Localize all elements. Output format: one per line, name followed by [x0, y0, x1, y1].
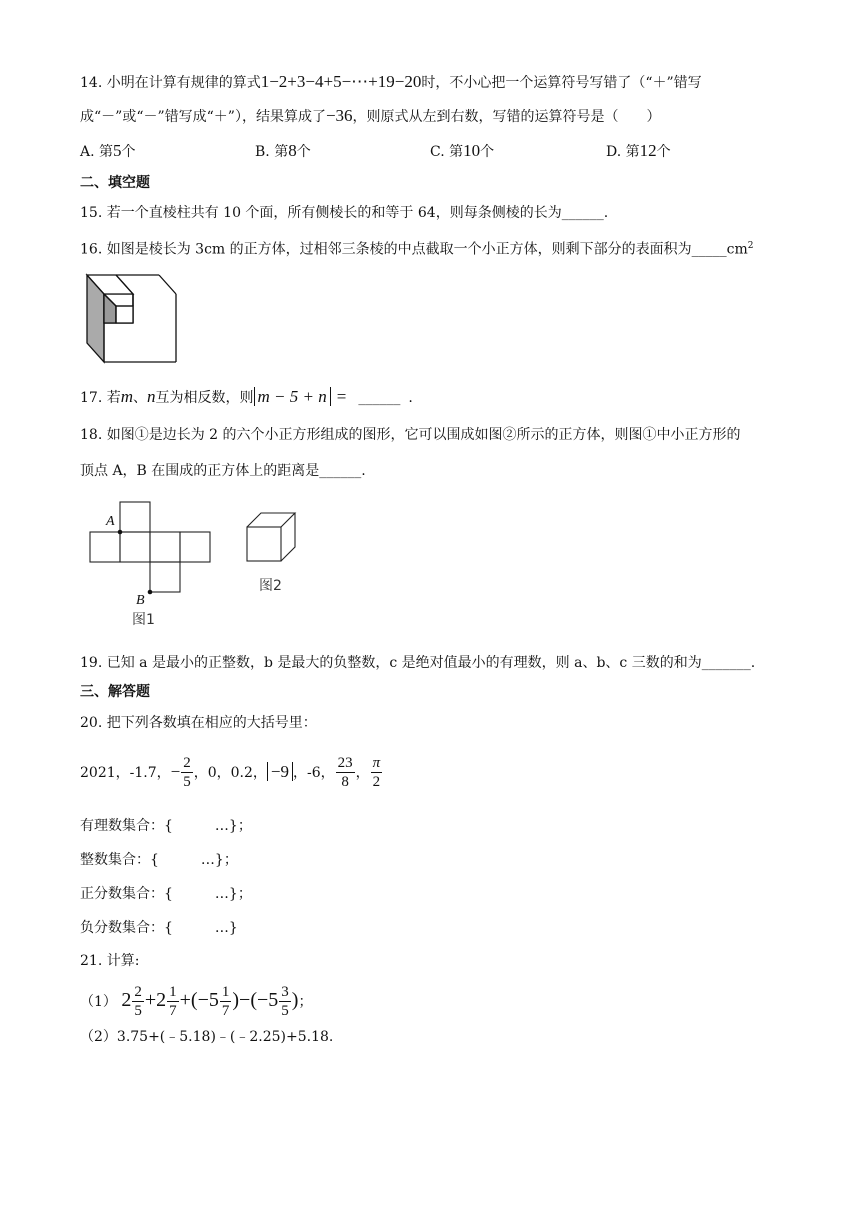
cube-cut-figure: [84, 272, 184, 368]
fraction-neg-2-5: $\frac{2}{5}$: [183, 755, 191, 790]
q18-line1: 18. 如图①是边长为 2 的六个小正方形组成的图形，它可以围成如图②所示的正方体，则图①中小正方形的: [80, 427, 741, 443]
fraction-pi-2: $\frac{\pi}{2}$: [372, 755, 381, 790]
q21-part2: （2）3.75+(﹣5.18)﹣(﹣2.25)+5.18.: [80, 1029, 334, 1045]
q16-text: 16. 如图是棱长为 3cm 的正方体，过相邻三条棱的中点截取一个小正方体，则剩下部分的表面积为$\_\_\_\_\_cm^2$: [80, 241, 754, 258]
q14-option-d: D. 第12个: [606, 141, 671, 160]
q18-line2: 顶点 A，B 在围成的正方体上的距离是______.: [80, 463, 366, 479]
q14-text-d: ，则原式从左到右数，写错的运算符号是（ ）: [352, 109, 661, 125]
section-answer-heading: 三、解答题: [80, 684, 150, 700]
q14-text-a: 14. 小明在计算有规律的算式: [80, 75, 261, 91]
set-integer: 整数集合：{ …}；: [80, 852, 238, 868]
q14-text-b: 时，不小心把一个运算符号写错了（“＋”错写: [421, 75, 702, 91]
q14-expression: 1−2+3−4+5−⋯+19−20: [260, 72, 422, 91]
q20-title: 20. 把下列各数填在相应的大括号里：: [80, 715, 317, 731]
q15-text: 15. 若一个直棱柱共有 10 个面，所有侧棱长的和等于 64，则每条侧棱的长为______.: [80, 205, 609, 221]
q19-text: 19. 已知 a 是最小的正整数，b 是最大的负整数，c 是绝对值最小的有理数，则 a、b、c 三数的和为_______.: [80, 655, 756, 671]
q14-value: −36: [325, 106, 353, 125]
q14-option-c: C. 第10个: [430, 141, 495, 160]
q14-text-c: 成“－”或“－”错写成“＋”），结果算成了: [80, 109, 326, 125]
cube-figure: [244, 510, 304, 570]
set-rational: 有理数集合：{ …}；: [80, 818, 252, 834]
figure-1-caption: 图1: [132, 612, 155, 628]
q14-option-a: A. 第5个: [80, 141, 136, 160]
point-a: [118, 530, 123, 535]
label-a: A: [106, 514, 115, 529]
q17-text: 17. 若m、n互为相反数，则 m − 5 + n = ______ .: [80, 387, 413, 406]
q14-line2: [80, 106, 661, 127]
set-negative-fraction: 负分数集合：{ …}: [80, 920, 238, 936]
set-positive-fraction: 正分数集合：{ …}；: [80, 886, 252, 902]
q21-title: 21. 计算:: [80, 953, 140, 969]
q14-option-b: B. 第8个: [255, 141, 311, 160]
abs-expression: m − 5 + n: [254, 387, 331, 406]
q20-number-list: 2021，-1.7，− $\frac{2}{5}$ ，0，0.2， −9 ，-6， $\frac{23}{8}$ ， $\frac{\pi}{2}$: [80, 755, 381, 790]
q21-part1: （1） 2 $\frac{2}{5}$ +2 $\frac{1}{7}$ +(−5 $\frac{1}{7}$ )−(−5 $\frac{3}{5}$ )；: [80, 984, 313, 1019]
point-b: [148, 590, 153, 595]
section-fill-blank-heading: 二、填空题: [80, 175, 150, 191]
figure-2-caption: 图2: [259, 578, 282, 594]
fraction-23-8: $\frac{23}{8}$: [337, 755, 353, 790]
label-b: B: [136, 593, 145, 608]
q14-line1: [80, 72, 702, 93]
abs-neg-9: −9: [267, 762, 293, 781]
